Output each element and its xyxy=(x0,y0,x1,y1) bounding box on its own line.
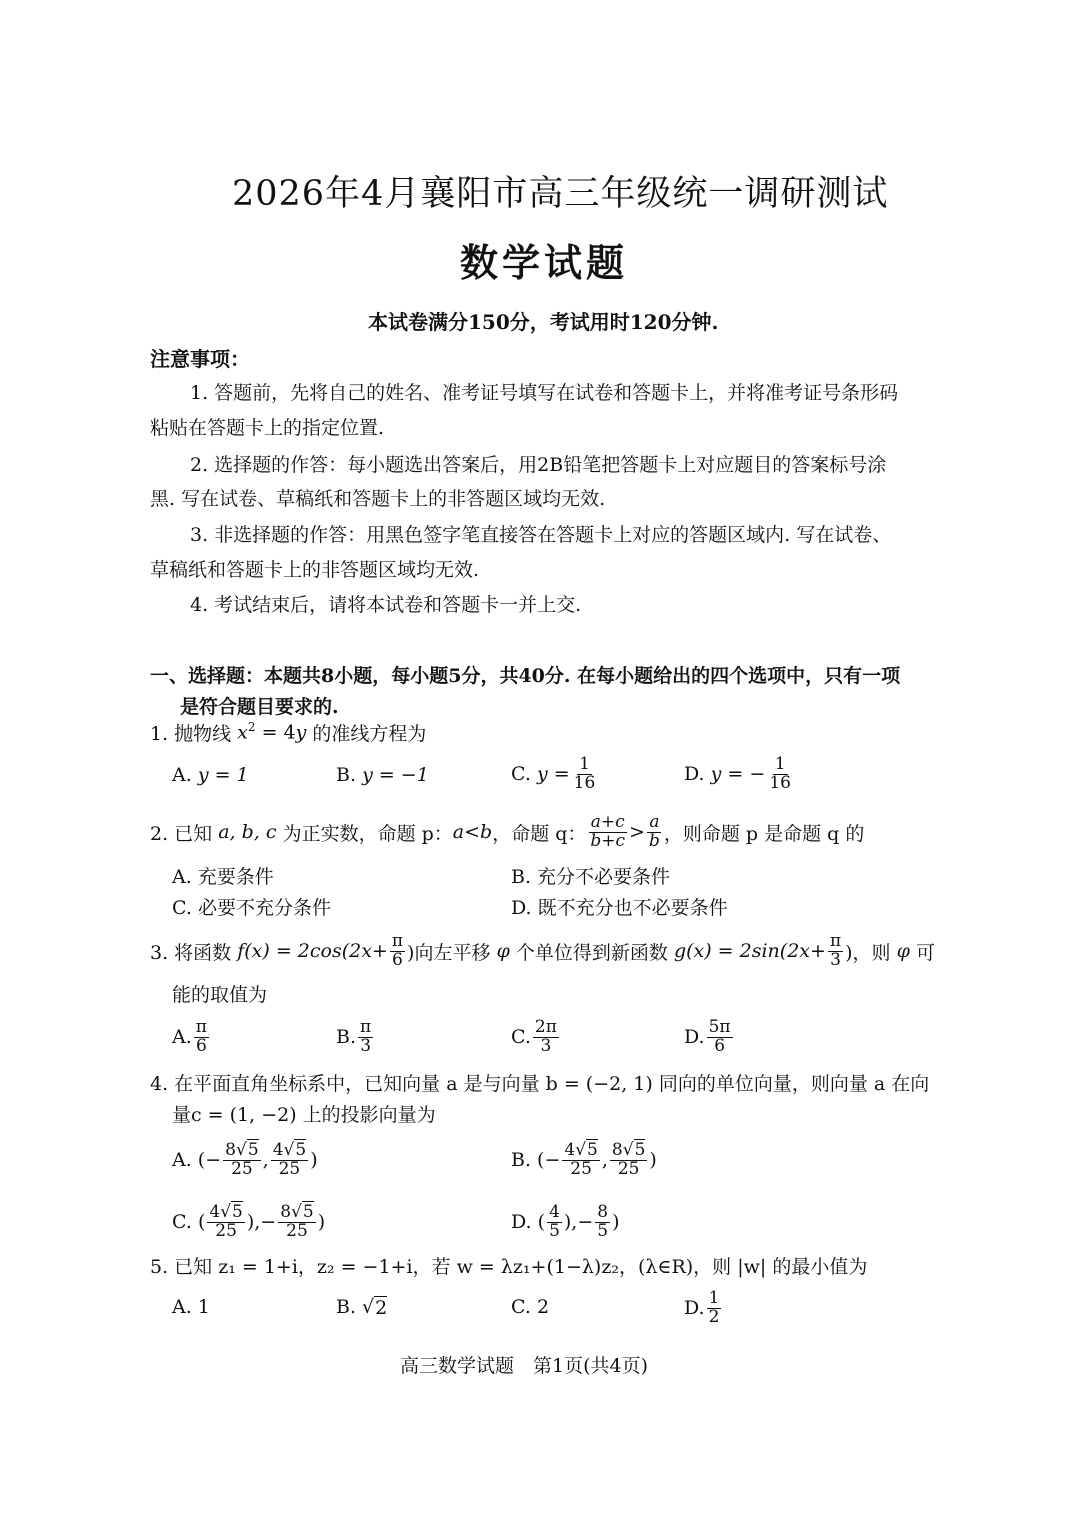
q1-equation: $x^2 = 4y$ xyxy=(237,720,307,744)
q1-d-fraction: $\frac{1}{16}$ xyxy=(769,753,791,793)
q2-option-b: B. 充分不必要条件 xyxy=(511,866,671,888)
q1-stem-b: 的准线方程为 xyxy=(312,722,427,745)
q5-option-a: A. 1 xyxy=(172,1296,210,1318)
q3-option-a: A. $\frac{\pi}{6}$ xyxy=(172,1016,207,1056)
q4-option-c: C. ( $\frac{4√5}{25}$ ),− $\frac{8√5}{25}$ ) xyxy=(172,1201,326,1241)
q4-option-a: A. (− $\frac{8√5}{25}$ , $\frac{4√5}{25}$ ) xyxy=(172,1139,318,1179)
exam-subtitle: 数学试题 xyxy=(460,240,629,285)
q2-option-a: A. 充要条件 xyxy=(172,866,274,888)
q3-option-b: B. $\frac{\pi}{3}$ xyxy=(336,1016,372,1056)
q1-option-c: C. y = $\frac{1}{16}$ xyxy=(511,753,596,793)
q2-option-d: D. 既不充分也不必要条件 xyxy=(511,897,728,919)
notice-item-2-line1: 2. 选择题的作答：每小题选出答案后，用2B铅笔把答题卡上对应题目的答案标号涂 xyxy=(190,454,887,476)
q1-option-d: D. y = − $\frac{1}{16}$ xyxy=(684,753,791,793)
q3-stem: 3. 将函数 f(x) = 2cos(2x+ $\frac{\pi}{6}$ )向左平移 φ 个单位得到新函数 g(x) = 2sin(2x+ $\frac{\pi}{3}$ )，则 φ 可 xyxy=(150,930,935,970)
notice-item-3-line2: 草稿纸和答题卡上的非答题区域均无效. xyxy=(150,559,480,581)
notice-item-3-line1: 3. 非选择题的作答：用黑色签字笔直接答在答题卡上对应的答题区域内. 写在试卷、 xyxy=(190,524,892,546)
q4-option-d: D. ( $\frac{4}{5}$ ),− $\frac{8}{5}$ ) xyxy=(511,1201,620,1241)
q3-fraction-pi-6: $\frac{\pi}{6}$ xyxy=(391,930,404,970)
q2-fraction-2: $\frac{a}{b}$ xyxy=(648,811,660,851)
q5-option-c: C. 2 xyxy=(511,1296,550,1318)
q5-option-d: D. $\frac{1}{2}$ xyxy=(684,1287,720,1327)
q3-option-d: D. $\frac{5\pi}{6}$ xyxy=(684,1016,731,1056)
notice-item-4-line1: 4. 考试结束后，请将本试卷和答题卡一并上交. xyxy=(190,594,582,616)
q1-stem xyxy=(150,718,426,746)
q4-line1: 4. 在平面直角坐标系中，已知向量 a 是与向量 b = (−2, 1) 同向的单位向量，则向量 a 在向 xyxy=(150,1073,930,1095)
notice-item-1-line2: 粘贴在答题卡上的指定位置. xyxy=(150,417,385,439)
notice-item-1-line1: 1. 答题前，先将自己的姓名、准考证号填写在试卷和答题卡上，并将准考证号条形码 xyxy=(190,382,899,404)
q4-line2: 量c = (1, −2) 上的投影向量为 xyxy=(172,1104,436,1126)
q3-line2: 能的取值为 xyxy=(172,984,268,1006)
q1-stem-a: 1. 抛物线 xyxy=(150,722,232,745)
q3-option-c: C. $\frac{2\pi}{3}$ xyxy=(511,1016,557,1056)
q2-fraction-1: $\frac{a+c}{b+c}$ xyxy=(590,811,626,851)
page-footer: 高三数学试题 第1页(共4页) xyxy=(400,1355,649,1377)
q2-option-c: C. 必要不充分条件 xyxy=(172,897,331,919)
q1-option-b: B. y = −1 xyxy=(336,764,429,786)
exam-title: 2026年4月襄阳市高三年级统一调研测试 xyxy=(232,174,889,214)
notice-heading: 注意事项： xyxy=(150,347,250,371)
section1-line2: 是符合题目要求的. xyxy=(180,696,339,718)
section1-line1: 一、选择题：本题共8小题，每小题5分，共40分. 在每小题给出的四个选项中，只有一项 xyxy=(150,665,901,687)
q5-option-b: B. √ 2 xyxy=(336,1296,388,1319)
q5-stem: 5. 已知 z₁ = 1+i，z₂ = −1+i，若 w = λz₁+(1−λ)z₂，(λ∈R)，则 |w| 的最小值为 xyxy=(150,1256,868,1278)
notice-item-2-line2: 黑. 写在试卷、草稿纸和答题卡上的非答题区域均无效. xyxy=(150,488,606,510)
q1-option-a: A. y = 1 xyxy=(172,764,249,786)
exam-info: 本试卷满分150分，考试用时120分钟. xyxy=(368,310,719,334)
q1-c-fraction: $\frac{1}{16}$ xyxy=(573,753,596,793)
q4-option-b: B. (− $\frac{4√5}{25}$ , $\frac{8√5}{25}$ ) xyxy=(511,1139,657,1179)
q2-stem: 2. 已知 a, b, c 为正实数，命题 p： a<b ，命题 q： $\frac{a+c}{b+c}$ > $\frac{a}{b}$ ，则命题 p 是命题 q 的 xyxy=(150,811,865,851)
q3-fraction-pi-3: $\frac{\pi}{3}$ xyxy=(829,930,842,970)
